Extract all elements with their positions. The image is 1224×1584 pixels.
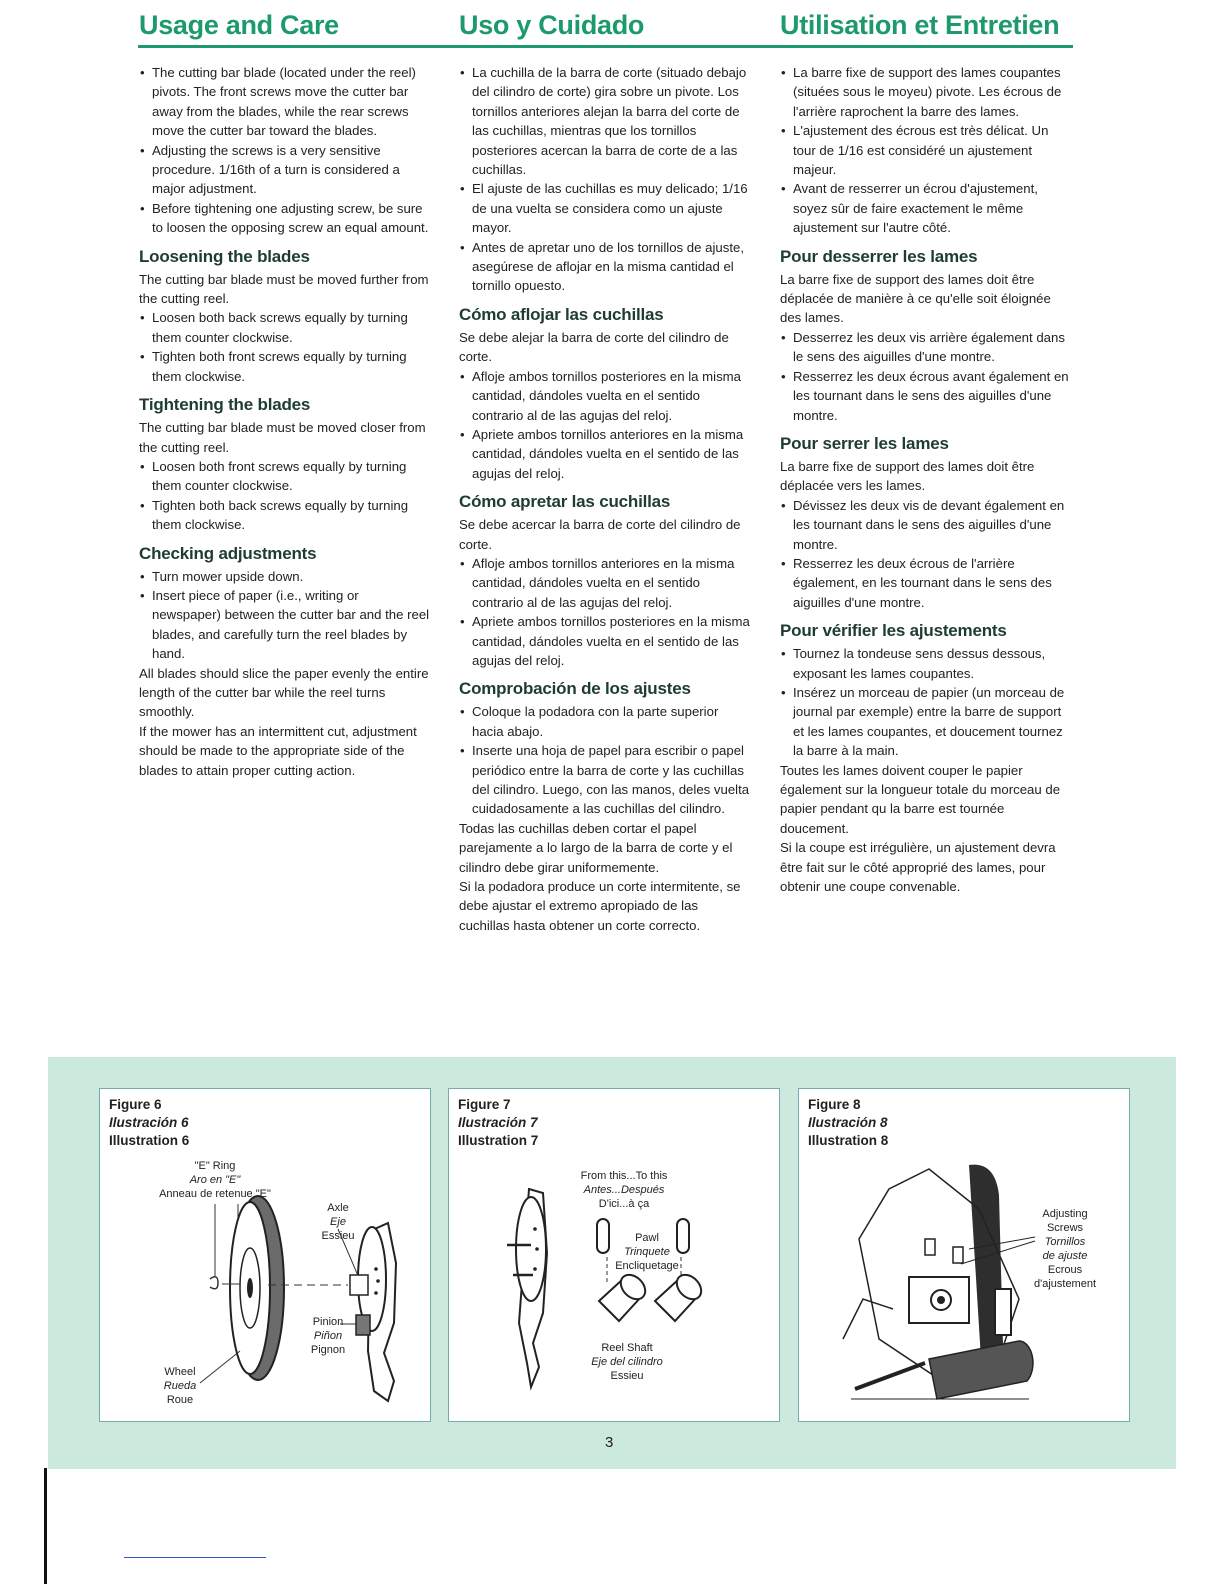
es-loosen-heading: Cómo aflojar las cuchillas (459, 304, 664, 324)
figure-6-label-fr: Illustration 6 (109, 1133, 190, 1148)
es-check-step-2: • Inserte una hoja de papel para escribir o papel periódico entre la barra de corte y las cuchillas del cilindro. Luego, con las manos, deles vuelta cuidadosamente a las cuchillas del cilindro. (459, 741, 751, 819)
figure-7-label-es: Ilustración 7 (458, 1115, 538, 1130)
figure-6-heading (109, 1096, 189, 1150)
figure-7-label-fr: Illustration 7 (458, 1133, 539, 1148)
page-number: 3 (605, 1434, 614, 1451)
title-spanish: Uso y Cuidado (459, 10, 645, 40)
wheel-label-fr: Roue (166, 1394, 194, 1406)
column-spanish (459, 8, 751, 935)
wheel-label (158, 1365, 202, 1407)
en-tighten-heading: Tightening the blades (139, 395, 311, 415)
e-ring-label-fr: Anneau de retenue "E" (159, 1188, 271, 1200)
fr-loosen-text: La barre fixe de support des lames doit être déplacée de manière à ce qu'elle soit éloignée des lames. (780, 271, 1051, 326)
adjusting-label-es-2: de ajuste (1042, 1250, 1088, 1262)
es-intro-3: • Antes de apretar uno de los tornillos de ajuste, asegúrese de aflojar en la misma cantidad el tornillo opuesto. (459, 238, 751, 296)
title-english: Usage and Care (139, 10, 339, 40)
fr-intro-2: • L'ajustement des écrous est très délicat. Un tour de 1/16 est considéré un ajustement majeur. (780, 121, 1072, 179)
fr-loosen-heading: Pour desserrer les lames (780, 246, 978, 266)
es-tighten-step-2: • Apriete ambos tornillos posteriores en la misma cantidad, dándoles vuelta en el sentido de las agujas del reloj. (459, 612, 751, 670)
figure-7 (448, 1088, 780, 1422)
en-check-step-1: • Turn mower upside down. (139, 567, 431, 586)
e-ring-label-en: "E" Ring (194, 1160, 236, 1172)
e-ring-label (130, 1159, 300, 1201)
en-loosen-step-1: • Loosen both back screws equally by turning them counter clockwise. (139, 308, 431, 347)
fr-check-step-2: • Insérez un morceau de papier (un morceau de journal par exemple) entre la barre de support et les lames coupantes, et doucement tournez la barre à la main. (780, 683, 1072, 761)
es-intro-1: • La cuchilla de la barra de corte (situado debajo del cilindro de corte) gira sobre un pivote. Los tornillos anteriores alejan la barra del corte de las cuchillas, mientras que los tornillos posteriores acercan la barra de corte de a las cuchillas. (459, 63, 751, 179)
axle-label-es: Eje (330, 1216, 346, 1228)
axle-label (318, 1201, 358, 1243)
column-french (780, 8, 1072, 896)
adjusting-label-fr-2: d'ajustement (1033, 1278, 1097, 1290)
footer-link-underline (124, 1557, 266, 1558)
en-loosen-text: The cutting bar blade must be moved further from the cutting reel. (139, 271, 429, 307)
figure-7-label-en: Figure 7 (458, 1097, 511, 1112)
pawl-label-en: Pawl (635, 1232, 659, 1244)
reel-shaft-label-fr: Essieu (610, 1370, 644, 1382)
from-label-fr: D'ici...à ça (598, 1198, 650, 1210)
from-label-en: From this...To this (580, 1170, 668, 1182)
fr-check-paragraph-2: Si la coupe est irrégulière, un ajustement devra être fait sur le côté approprié des lames, pour obtenir une coupe convenable. (780, 840, 1056, 895)
pawl-label-fr: Encliquetage (615, 1260, 679, 1272)
fr-check-step-1: • Tournez la tondeuse sens dessus dessous, exposant les lames coupantes. (780, 644, 1072, 683)
pinion-label (306, 1315, 350, 1357)
en-intro-1: • The cutting bar blade (located under the reel) pivots. The front screws move the cutter bar away from the blades, while the rear screws move the cutter bar toward the blades. (139, 63, 431, 141)
pinion-label-es: Piñon (313, 1330, 343, 1342)
adjusting-label-es-1: Tornillos (1044, 1236, 1086, 1248)
pinion-label-fr: Pignon (310, 1344, 346, 1356)
en-check-paragraph-1: All blades should slice the paper evenly the entire length of the cutter bar while the reel turns smoothly. (139, 665, 429, 720)
en-intro-2: • Adjusting the screws is a very sensitive procedure. 1/16th of a turn is considered a major adjustment. (139, 141, 431, 199)
from-label-es: Antes...Después (583, 1184, 665, 1196)
en-check-paragraph-2: If the mower has an intermittent cut, adjustment should be made to the appropriate side of the blades to attain proper cutting action. (139, 723, 417, 778)
figure-8-label-en: Figure 8 (808, 1097, 861, 1112)
column-english (139, 8, 431, 780)
scan-edge-line (44, 1468, 47, 1584)
figure-8-label-fr: Illustration 8 (808, 1133, 889, 1148)
en-tighten-step-2: • Tighten both back screws equally by turning them clockwise. (139, 496, 431, 535)
adjusting-screws-label (1027, 1207, 1103, 1291)
fr-intro-3: • Avant de resserrer un écrou d'ajustement, soyez sûr de faire exactement le même ajustement sur l'autre côté. (780, 179, 1072, 237)
fr-loosen-step-1: • Desserrez les deux vis arrière également dans le sens des aiguilles d'une montre. (780, 328, 1072, 367)
pinion-label-en: Pinion (312, 1316, 344, 1328)
reel-shaft-label-en: Reel Shaft (601, 1342, 653, 1354)
en-check-step-2: • Insert piece of paper (i.e., writing or newspaper) between the cutter bar and the reel blades, and carefully turn the reel blades by hand. (139, 586, 431, 664)
figure-8-heading (808, 1096, 888, 1150)
en-loosen-step-2: • Tighten both front screws equally by turning them clockwise. (139, 347, 431, 386)
es-loosen-step-2: • Apriete ambos tornillos anteriores en la misma cantidad, dándoles vuelta en el sentido de las agujas del reloj. (459, 425, 751, 483)
es-intro-2: • El ajuste de las cuchillas es muy delicado; 1/16 de una vuelta se considera como un ajuste mayor. (459, 179, 751, 237)
adjusting-label-en-1: Adjusting (1042, 1208, 1088, 1220)
wheel-label-es: Rueda (163, 1380, 197, 1392)
en-intro-3: • Before tightening one adjusting screw, be sure to loosen the opposing screw an equal amount. (139, 199, 431, 238)
es-tighten-step-1: • Afloje ambos tornillos anteriores en la misma cantidad, dándoles vuelta en el sentido contrario al de las agujas del reloj. (459, 554, 751, 612)
figure-6-label-en: Figure 6 (109, 1097, 162, 1112)
figure-6-label-es: Ilustración 6 (109, 1115, 189, 1130)
reel-shaft-label (579, 1341, 675, 1383)
es-tighten-heading: Cómo apretar las cuchillas (459, 492, 671, 512)
en-loosen-heading: Loosening the blades (139, 246, 310, 266)
fr-tighten-step-1: • Dévissez les deux vis de devant également en les tournant dans le sens des aiguilles d'une montre. (780, 496, 1072, 554)
title-divider (138, 45, 1073, 48)
adjusting-label-en-2: Screws (1046, 1222, 1084, 1234)
fr-tighten-heading: Pour serrer les lames (780, 433, 949, 453)
fr-check-paragraph-1: Toutes les lames doivent couper le papier également sur la longueur totale du morceau de papier pendant qu la barre est tournée doucement. (780, 762, 1061, 836)
fr-check-heading: Pour vérifier les ajustements (780, 621, 1007, 641)
es-check-step-1: • Coloque la podadora con la parte superior hacia abajo. (459, 702, 751, 741)
es-check-paragraph-2: Si la podadora produce un corte intermitente, se debe ajustar el extremo apropiado de las cuchillas hasta obtener un corte correcto. (459, 879, 741, 933)
pawl-label-es: Trinquete (624, 1246, 670, 1258)
figure-8 (798, 1088, 1130, 1422)
reel-shaft-label-es: Eje del cilindro (591, 1356, 663, 1368)
wheel-label-en: Wheel (164, 1366, 196, 1378)
adjusting-label-fr-1: Ecrous (1047, 1264, 1083, 1276)
figure-8-label-es: Ilustración 8 (808, 1115, 888, 1130)
en-check-heading: Checking adjustments (139, 543, 317, 563)
fr-tighten-text: La barre fixe de support des lames doit être déplacée vers les lames. (780, 458, 1035, 494)
fr-intro-1: • La barre fixe de support des lames coupantes (situées sous le moyeu) pivote. Les écrous de l'arrière raprochent la barre des lames. (780, 63, 1072, 121)
axle-label-fr: Essieu (321, 1230, 355, 1242)
es-check-heading: Comprobación de los ajustes (459, 679, 691, 699)
from-this-to-this-label (569, 1169, 679, 1211)
e-ring-label-es: Aro en "E" (189, 1174, 241, 1186)
figure-6 (99, 1088, 431, 1422)
axle-label-en: Axle (327, 1202, 349, 1214)
es-loosen-text: Se debe alejar la barra de corte del cilindro de corte. (459, 329, 729, 365)
fr-loosen-step-2: • Resserrez les deux écrous avant également en les tournant dans le sens des aiguilles d'une montre. (780, 367, 1072, 425)
es-loosen-step-1: • Afloje ambos tornillos posteriores en la misma cantidad, dándoles vuelta en el sentido contrario al de las agujas del reloj. (459, 367, 751, 425)
en-tighten-step-1: • Loosen both front screws equally by turning them counter clockwise. (139, 457, 431, 496)
es-tighten-text: Se debe acercar la barra de corte del cilindro de corte. (459, 517, 741, 552)
figure-7-heading (458, 1096, 538, 1150)
en-tighten-text: The cutting bar blade must be moved closer from the cutting reel. (139, 420, 426, 455)
fr-tighten-step-2: • Resserrez les deux écrous de l'arrière également, en les tournant dans le sens des aiguilles d'une montre. (780, 554, 1072, 612)
title-french: Utilisation et Entretien (780, 10, 1060, 40)
pawl-label (611, 1231, 683, 1273)
es-check-paragraph-1: Todas las cuchillas deben cortar el papel parejamente a lo largo de la barra de corte y el cilindro debe girar uniformemente. (459, 820, 733, 875)
